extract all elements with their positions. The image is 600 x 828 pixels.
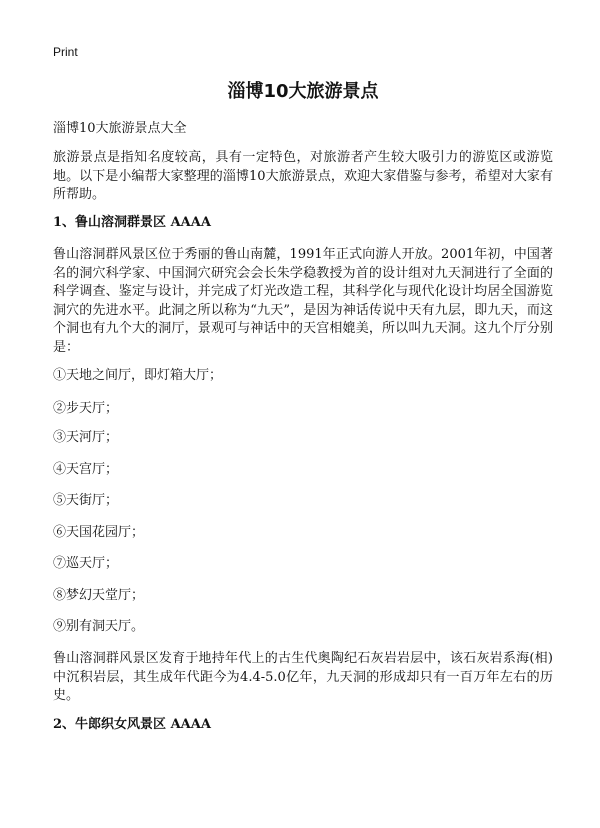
- hall-item-8: ⑧梦幻天堂厅；: [53, 588, 145, 603]
- hall-item-4: ④天宫厅；: [53, 462, 119, 477]
- hall-item-3: ③天河厅；: [53, 430, 119, 445]
- section-1-paragraph: 鲁山溶洞群风景区位于秀丽的鲁山南麓，1991年正式向游人开放。2001年初，中国著名的洞穴科学家、中国洞穴研究会会长朱学稳教授为首的设计组对九天洞进行了全面的科学调查、鉴定与设计，并完成了灯光改造工程，其科学化与现代化设计均居全国游览洞穴的先进水平。此洞之所以称为“九天”，是因为神话传说中天有九层，即九天，而这个洞也有九个大的洞厅，景观可与神话中的天宫相媲美，所以叫九天洞。这九个厅分别是：: [53, 247, 553, 355]
- hall-item-6: ⑥天国花园厅；: [53, 525, 145, 540]
- page-title: 淄博10大旅游景点: [227, 81, 379, 102]
- page-subtitle: 淄博10大旅游景点大全: [53, 121, 187, 136]
- hall-item-5: ⑤天街厅；: [53, 493, 119, 508]
- section-1-paragraph-2: 鲁山溶洞群风景区发育于地持年代上的古生代奥陶纪石灰岩岩层中，该石灰岩系海(相)中沉积岩层，其生成年代距今为4.4-5.0亿年，九天洞的形成却只有一百万年左右的历史。: [53, 651, 553, 703]
- hall-item-9: ⑨别有洞天厅。: [53, 619, 145, 634]
- hall-item-1: ①天地之间厅，即灯箱大厅；: [53, 368, 223, 383]
- intro-paragraph: 旅游景点是指知名度较高，具有一定特色，对旅游者产生较大吸引力的游览区或游览地。以下是小编帮大家整理的淄博10大旅游景点，欢迎大家借鉴与参考，希望对大家有所帮助。: [53, 150, 553, 202]
- hall-item-7: ⑦巡天厅；: [53, 556, 119, 571]
- hall-item-2: ②步天厅；: [53, 401, 119, 416]
- section-2-heading: 2、牛郎织女风景区 AAAA: [53, 717, 211, 732]
- print-link[interactable]: Print: [53, 45, 78, 59]
- section-1-heading: 1、鲁山溶洞群景区 AAAA: [53, 215, 211, 230]
